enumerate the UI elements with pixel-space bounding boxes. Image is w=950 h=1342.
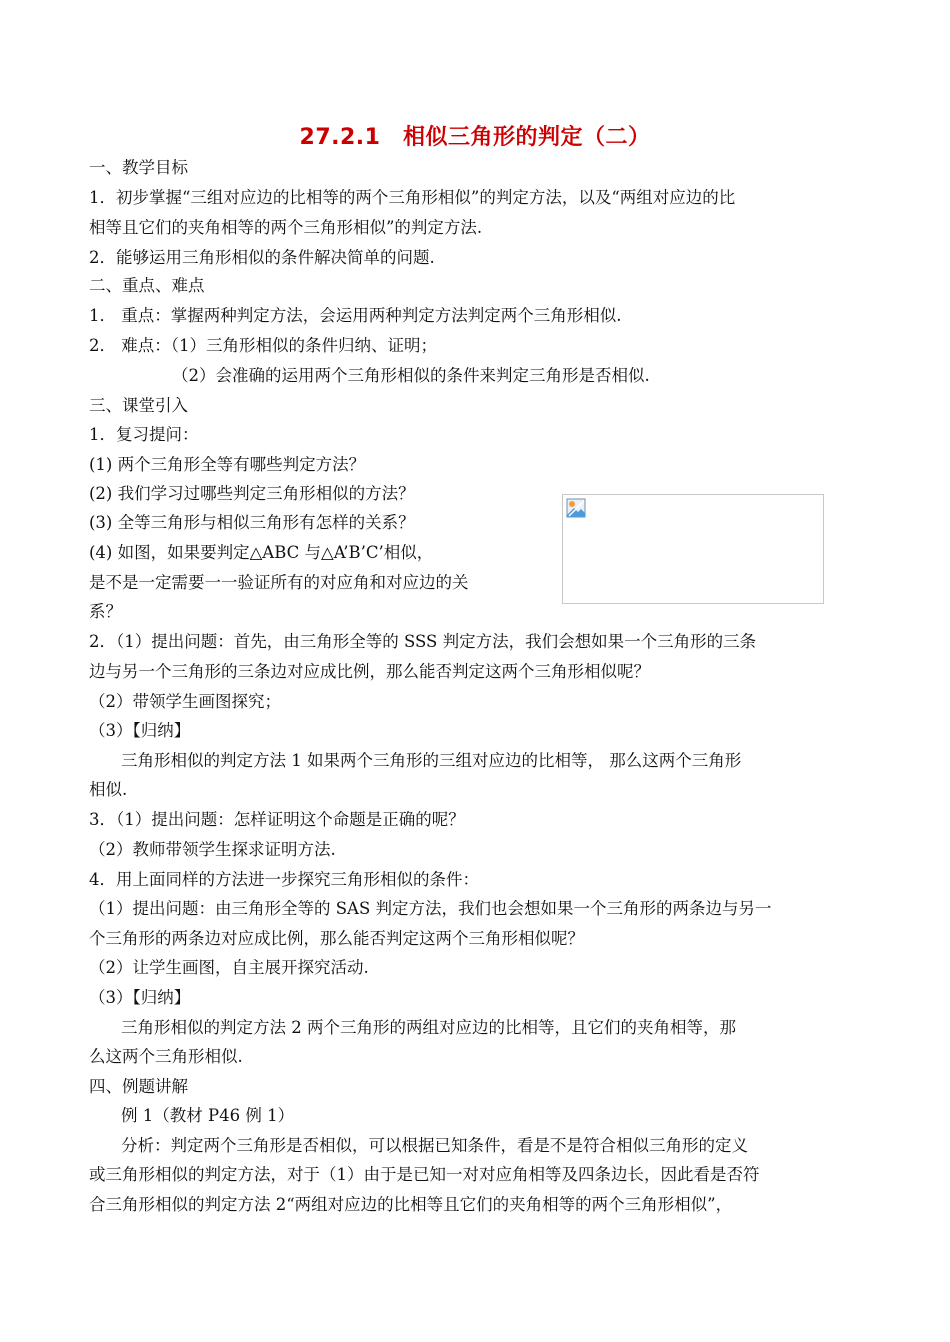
text-line: 例 1（教材 P46 例 1） — [121, 1106, 295, 1125]
page-title: 27.2.1 相似三角形的判定（二） — [299, 125, 651, 150]
text-line: （2）让学生画图，自主展开探究活动. — [89, 958, 369, 977]
figure-placeholder — [562, 494, 824, 604]
text-line: （3）【归纳】 — [89, 988, 191, 1007]
text-line: (3) 全等三角形与相似三角形有怎样的关系？ — [89, 513, 415, 532]
text-line: 相等且它们的夹角相等的两个三角形相似”的判定方法. — [89, 218, 483, 237]
text-line: 个三角形的两条边对应成比例，那么能否判定这两个三角形相似呢？ — [89, 929, 584, 948]
text-line: （2）带领学生画图探究； — [89, 692, 281, 711]
text-line: 边与另一个三角形的三条边对应成比例，那么能否判定这两个三角形相似呢？ — [89, 662, 650, 681]
section-heading: 三、课堂引入 — [89, 396, 188, 415]
text-line: 4．用上面同样的方法进一步探究三角形相似的条件： — [89, 870, 479, 889]
text-line: （2）会准确的运用两个三角形相似的条件来判定三角形是否相似. — [172, 366, 650, 385]
text-line: 三角形相似的判定方法 1 如果两个三角形的三组对应边的比相等， 那么这两个三角形 — [121, 751, 742, 770]
text-line: (4) 如图，如果要判定△ABC 与△A’B’C’相似， — [89, 543, 434, 562]
text-line: 是不是一定需要一一验证所有的对应角和对应边的关 — [89, 573, 469, 592]
section-heading: 一、教学目标 — [89, 158, 188, 177]
section-heading: 二、重点、难点 — [89, 276, 205, 295]
text-line: (1) 两个三角形全等有哪些判定方法？ — [89, 455, 366, 474]
broken-image-icon — [566, 498, 586, 518]
text-line: 合三角形相似的判定方法 2“两组对应边的比相等且它们的夹角相等的两个三角形相似”， — [89, 1195, 733, 1214]
text-line: 2． 难点：（1）三角形相似的条件归纳、证明； — [89, 336, 437, 355]
text-line: 1．初步掌握“三组对应边的比相等的两个三角形相似”的判定方法，以及“两组对应边的比 — [89, 188, 736, 207]
text-line: 1．复习提问： — [89, 425, 199, 444]
section-heading: 四、例题讲解 — [89, 1077, 188, 1096]
text-line: 2．能够运用三角形相似的条件解决简单的问题. — [89, 248, 435, 267]
text-line: 或三角形相似的判定方法，对于（1）由于是已知一对对应角相等及四条边长，因此看是否符 — [89, 1165, 760, 1184]
text-line: 相似. — [89, 780, 128, 799]
text-line: 1． 重点：掌握两种判定方法，会运用两种判定方法判定两个三角形相似. — [89, 306, 622, 325]
text-line: 三角形相似的判定方法 2 两个三角形的两组对应边的比相等，且它们的夹角相等，那 — [121, 1018, 736, 1037]
text-line: 3．（1）提出问题：怎样证明这个命题是正确的呢？ — [89, 810, 465, 829]
text-line: 分析：判定两个三角形是否相似，可以根据已知条件，看是不是符合相似三角形的定义 — [121, 1136, 748, 1155]
text-line: (2) 我们学习过哪些判定三角形相似的方法？ — [89, 484, 415, 503]
text-line: 2．（1）提出问题：首先，由三角形全等的 SSS 判定方法，我们会想如果一个三角形的三条 — [89, 632, 757, 651]
text-line: 系？ — [89, 602, 122, 621]
text-line: （1）提出问题：由三角形全等的 SAS 判定方法，我们也会想如果一个三角形的两条边与另一 — [89, 899, 772, 918]
text-line: 么这两个三角形相似. — [89, 1047, 243, 1066]
text-line: （2）教师带领学生探求证明方法. — [89, 840, 336, 859]
text-line: （3）【归纳】 — [89, 721, 191, 740]
